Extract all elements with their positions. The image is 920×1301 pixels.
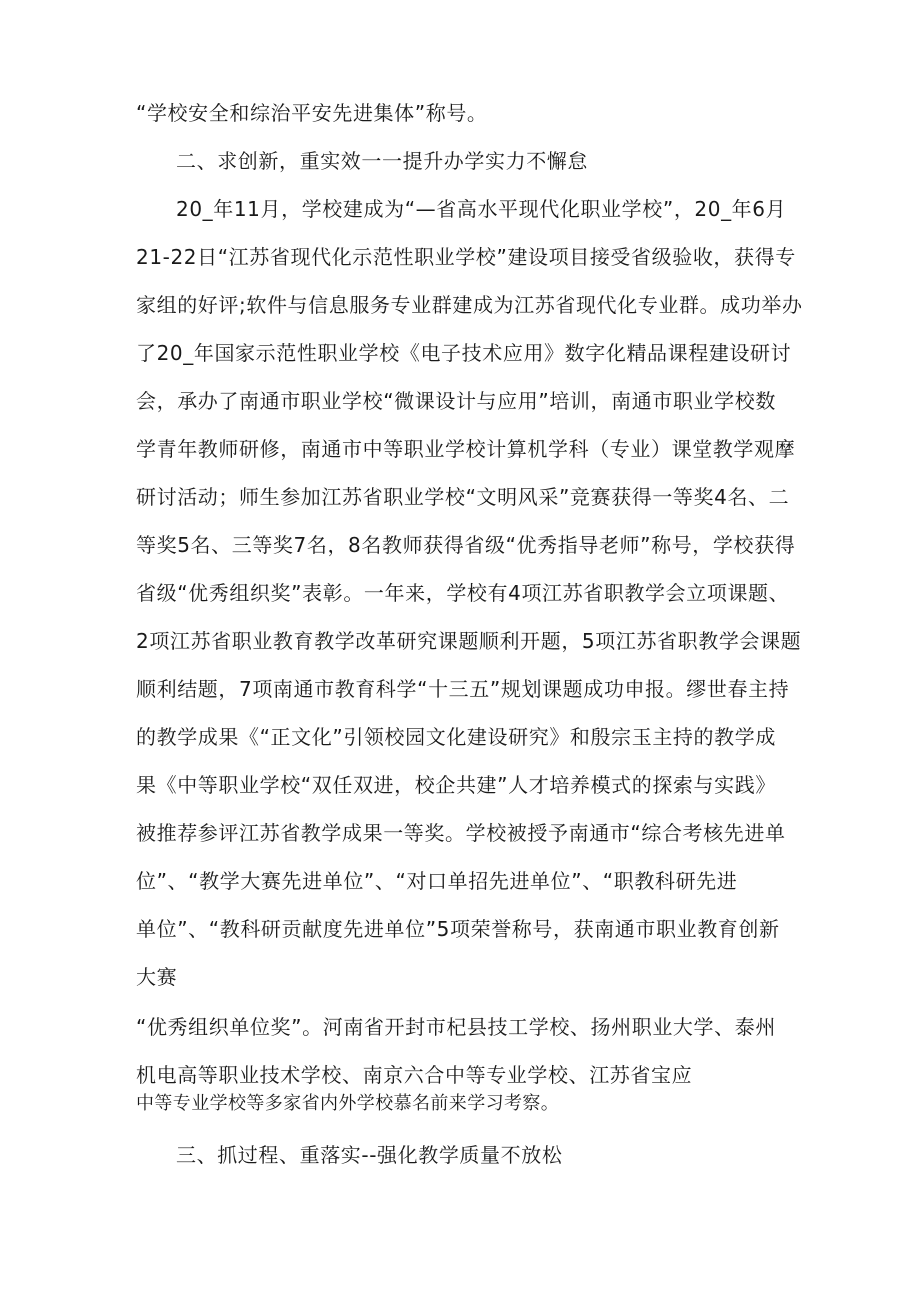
text-line: 学青年教师研修，南通市中等职业学校计算机学科（专业）课堂教学观摩 bbox=[136, 437, 796, 461]
text-line: 被推荐参评江苏省教学成果一等奖。学校被授予南通市“综合考核先进单 bbox=[136, 821, 786, 845]
text-line: 位”、“教学大赛先进单位”、“对口单招先进单位”、“职教科研先进 bbox=[136, 869, 738, 893]
text-line: “学校安全和综治平安先进集体”称号。 bbox=[136, 101, 488, 125]
section-heading: 二、求创新，重实效一一提升办学实力不懈怠 bbox=[176, 149, 588, 173]
text-line: 了20_年国家示范性职业学校《电子技术应用》数字化精品课程建设研讨 bbox=[136, 341, 792, 365]
text-line: 2项江苏省职业教育教学改革研究课题顺利开题，5项江苏省职教学会课题 bbox=[136, 629, 802, 653]
text-line: 顺利结题，7项南通市教育科学“十三五”规划课题成功申报。缪世春主持 bbox=[136, 677, 790, 701]
text-line: 的教学成果《“正文化”引领校园文化建设研究》和殷宗玉主持的教学成 bbox=[136, 725, 776, 749]
section-heading: 三、抓过程、重落实--强化教学质量不放松 bbox=[176, 1143, 563, 1167]
text-line: 会，承办了南通市职业学校“微课设计与应用”培训，南通市职业学校数 bbox=[136, 389, 776, 413]
text-line: 20_年11月，学校建成为“—省高水平现代化职业学校”，20_年6月 bbox=[176, 197, 787, 221]
text-line: 果《中等职业学校“双任双进，校企共建”人才培养模式的探索与实践》 bbox=[136, 773, 776, 797]
text-line: 省级“优秀组织奖”表彰。一年来，学校有4项江苏省职教学会立项课题、 bbox=[136, 581, 790, 605]
text-line: 21-22日“江苏省现代化示范性职业学校”建设项目接受省级验收，获得专 bbox=[136, 245, 796, 269]
text-line: 机电高等职业技术学校、南京六合中等专业学校、江苏省宝应 bbox=[136, 1063, 693, 1087]
text-line: 单位”、“教科研贡献度先进单位”5项荣誉称号，获南通市职业教育创新 bbox=[136, 917, 780, 941]
text-line: 研讨活动；师生参加江苏省职业学校“文明风采”竞赛获得一等奖4名、二 bbox=[136, 485, 790, 509]
text-line: 大赛 bbox=[136, 965, 178, 989]
text-line: 家组的好评;软件与信息服务专业群建成为江苏省现代化专业群。成功举办 bbox=[136, 293, 803, 317]
text-line: 等奖5名、三等奖7名，8名教师获得省级“优秀指导老师”称号，学校获得 bbox=[136, 533, 796, 557]
text-line: “优秀组织单位奖”。河南省开封市杞县技工学校、扬州职业大学、泰州 bbox=[136, 1015, 776, 1039]
text-line: 中等专业学校等多家省内外学校慕名前来学习考察。 bbox=[136, 1093, 560, 1114]
